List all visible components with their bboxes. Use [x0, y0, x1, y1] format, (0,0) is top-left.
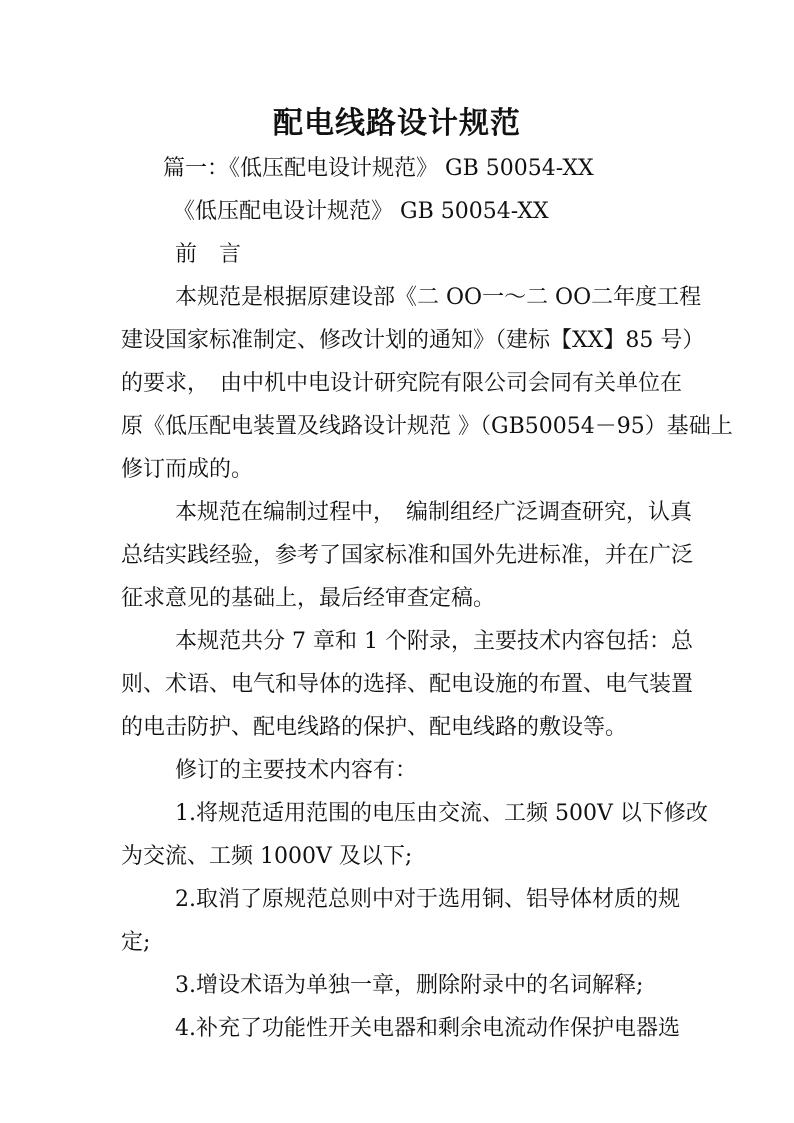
document-title: 配电线路设计规范: [273, 106, 521, 141]
paragraph-line: 征求意见的基础上，最后经审查定稿。: [121, 586, 496, 611]
list-item-line: 1.将规范适用范围的电压由交流、工频 500V 以下修改: [175, 801, 708, 826]
paragraph-line: 本规范是根据原建设部《二 OO一～二 OO二年度工程: [175, 285, 702, 310]
subtitle-line-2: 《低压配电设计规范》 GB 50054-XX: [173, 199, 549, 224]
paragraph-line: 本规范在编制过程中， 编制组经广泛调查研究，认真: [175, 500, 693, 525]
list-item-line: 2.取消了原规范总则中对于选用铜、铝导体材质的规: [175, 887, 680, 912]
paragraph-line: 的电击防护、配电线路的保护、配电线路的敷设等。: [121, 715, 628, 740]
list-item-line: 4.补充了功能性开关电器和剩余电流动作保护电器选: [175, 1016, 680, 1041]
paragraph-line: 则、术语、电气和导体的选择、配电设施的布置、电气装置: [121, 672, 694, 697]
paragraph-line: 原《低压配电装置及线路设计规范 》（GB50054－95）基础上: [121, 414, 733, 439]
paragraph-line: 建设国家标准制定、修改计划的通知》（建标【XX】85 号）: [121, 328, 705, 353]
paragraph-line: 修订而成的。: [121, 457, 254, 482]
subtitle-line-1: 篇一：《低压配电设计规范》 GB 50054-XX: [163, 156, 594, 181]
list-item-line: 定;: [121, 930, 151, 955]
list-item-line: 为交流、工频 1000V 及以下;: [121, 844, 413, 869]
paragraph-line: 的要求， 由中机中电设计研究院有限公司会同有关单位在: [121, 371, 683, 396]
section-heading: 前 言: [175, 242, 242, 267]
paragraph-line: 总结实践经验，参考了国家标准和国外先进标准，并在广泛: [121, 543, 694, 568]
paragraph-line: 修订的主要技术内容有：: [175, 758, 418, 783]
list-item-line: 3.增设术语为单独一章，删除附录中的名词解释;: [175, 973, 644, 998]
paragraph-line: 本规范共分 7 章和 1 个附录，主要技术内容包括：总: [175, 629, 693, 654]
